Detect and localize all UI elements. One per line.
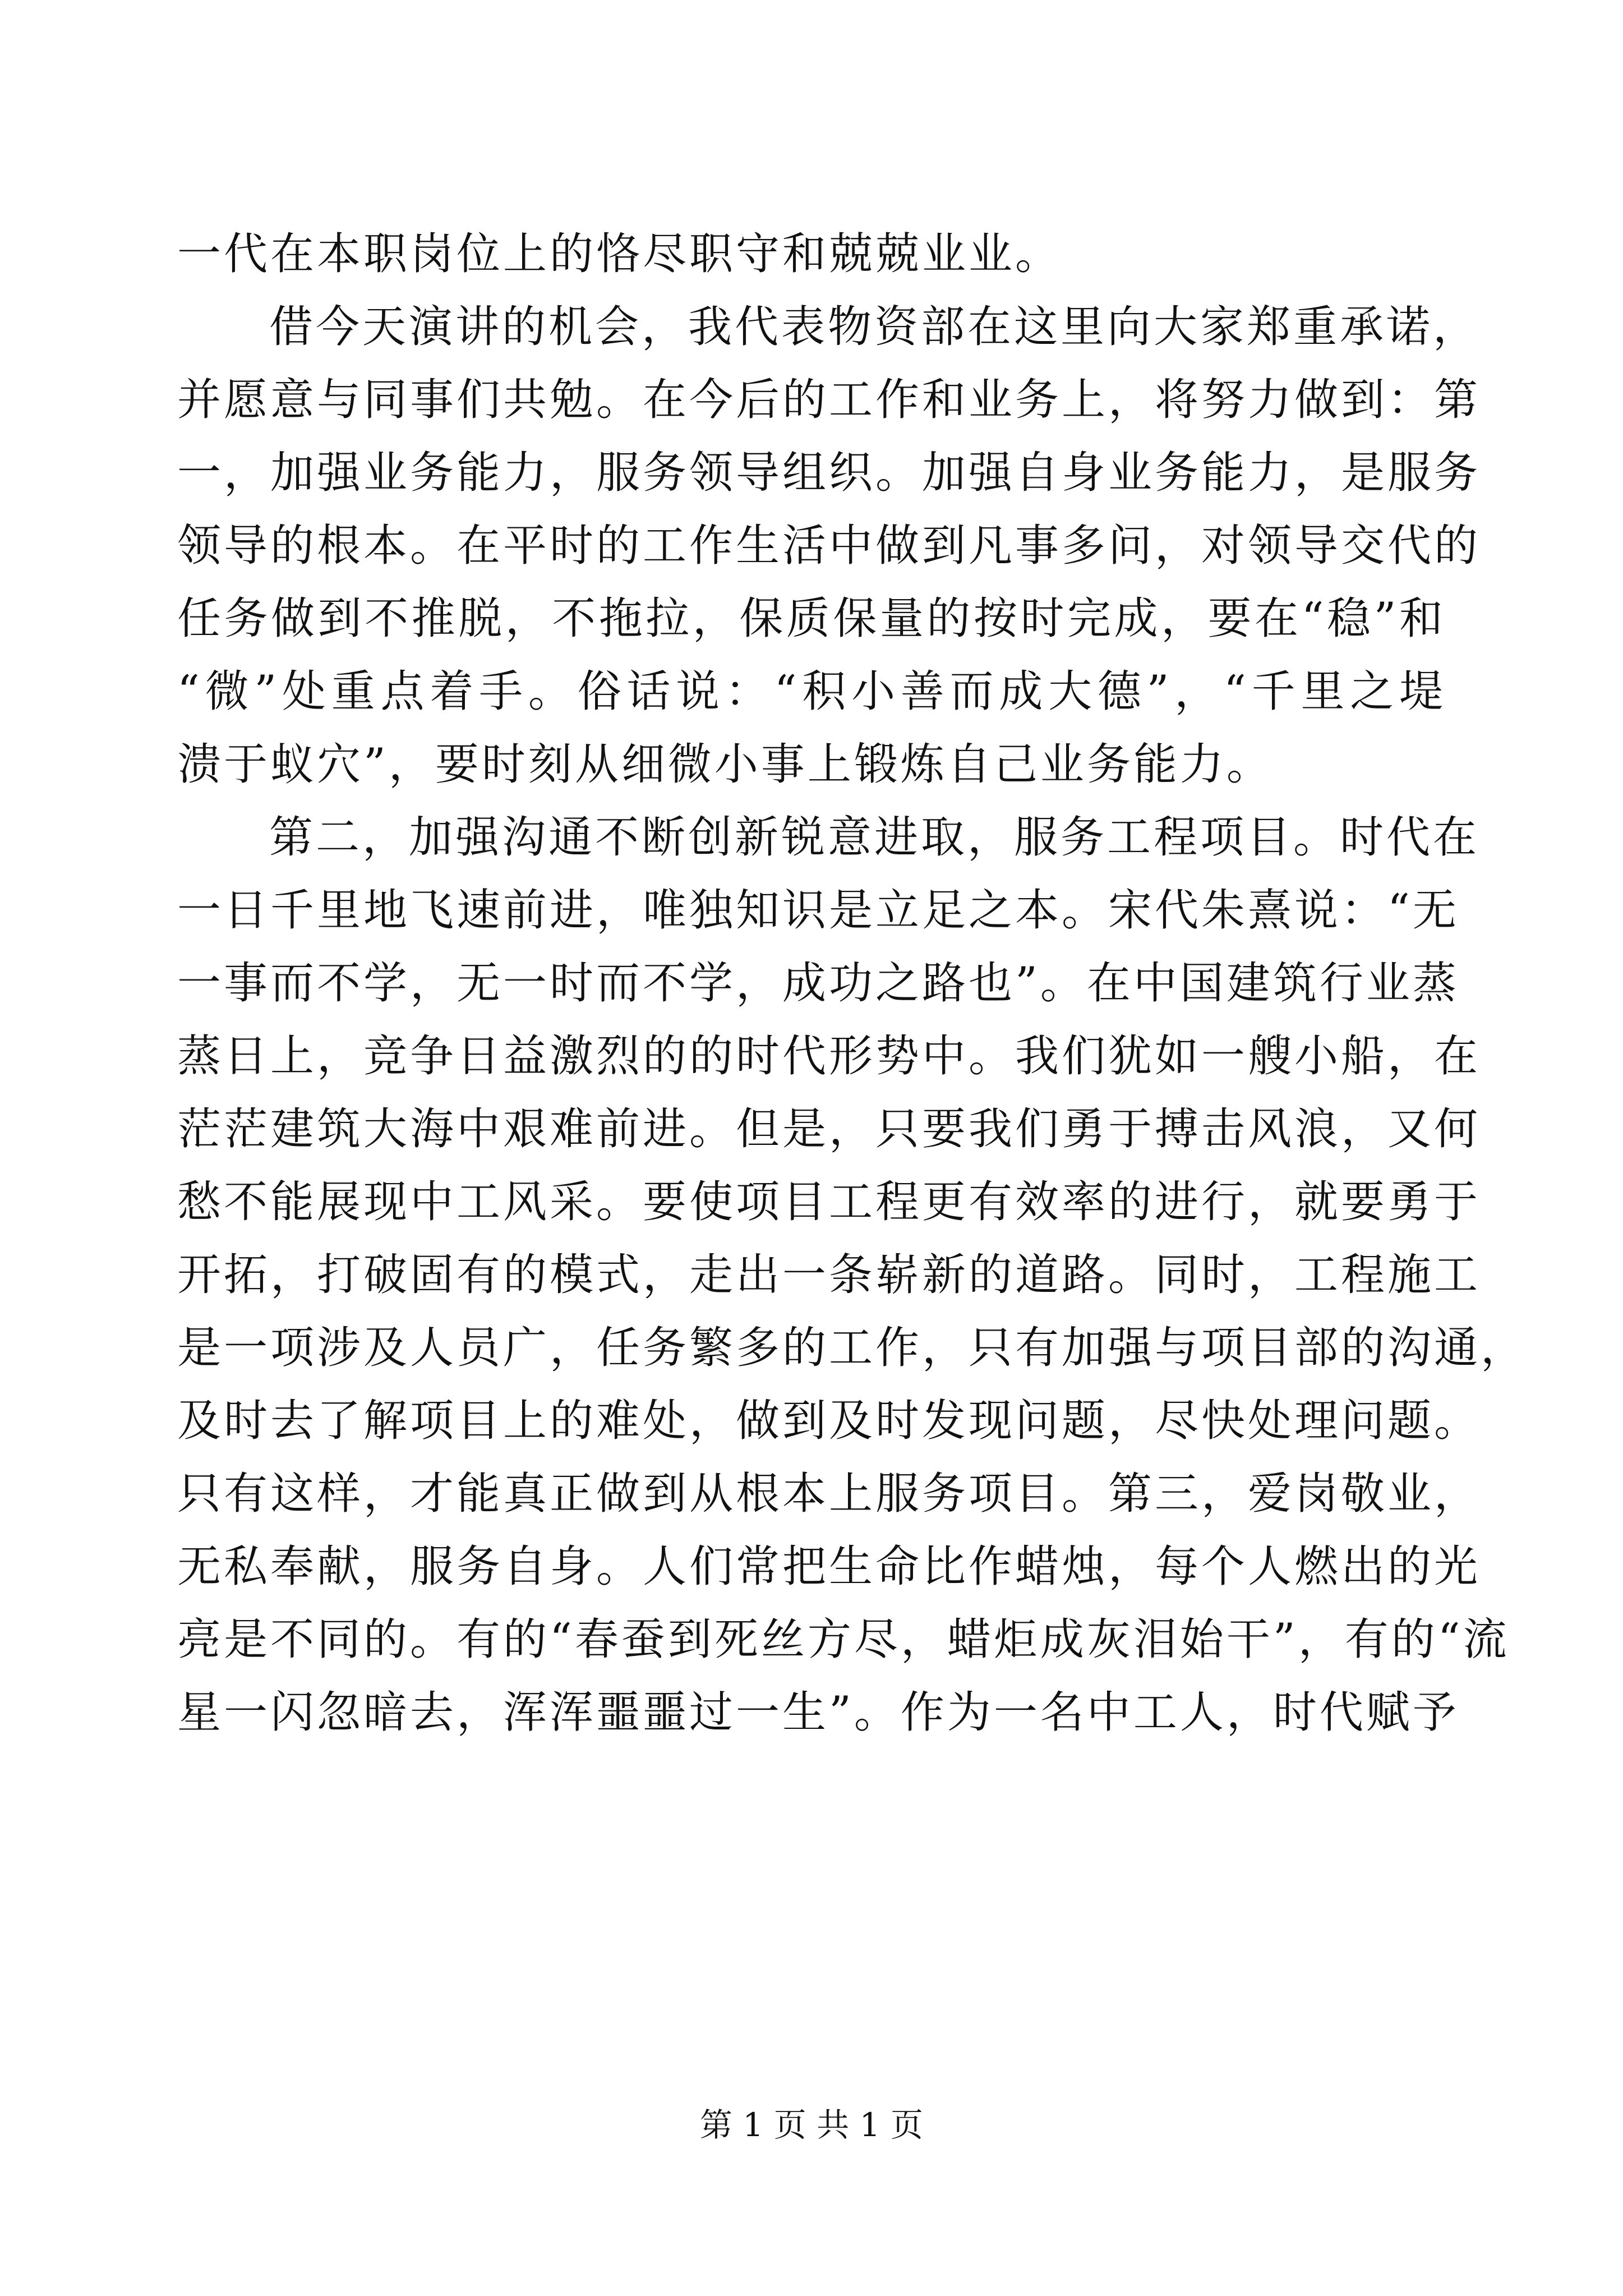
text-line: 借今天演讲的机会，我代表物资部在这里向大家郑重承诺， <box>269 302 1480 352</box>
text-line: 亮是不同的。有的“春蚕到死丝方尽，蜡炬成灰泪始干”，有的“流 <box>177 1614 1510 1665</box>
text-line: 任务做到不推脱，不拖拉，保质保量的按时完成，要在“稳”和 <box>177 593 1446 644</box>
text-line: 一事而不学，无一时而不学，成功之路也”。在中国建筑行业蒸 <box>177 958 1459 1009</box>
text-line: 星一闪忽暗去，浑浑噩噩过一生”。作为一名中工人，时代赋予 <box>177 1687 1459 1738</box>
text-line: 及时去了解项目上的难处，做到及时发现问题，尽快处理问题。 <box>177 1396 1481 1446</box>
text-line: 开拓，打破固有的模式，走出一条崭新的道路。同时，工程施工 <box>177 1250 1481 1300</box>
text-line: 第二，加强沟通不断创新锐意进取，服务工程项目。时代在 <box>269 812 1480 863</box>
text-line: 溃于蚁穴”，要时刻从细微小事上锻炼自己业务能力。 <box>177 739 1273 790</box>
page-number-footer: 第 1 页 共 1 页 <box>700 2106 923 2144</box>
text-line: 是一项涉及人员广，任务繁多的工作，只有加强与项目部的沟通， <box>177 1323 1528 1373</box>
text-line: 只有这样，才能真正做到从根本上服务项目。第三，爱岗敬业， <box>177 1469 1481 1519</box>
text-line: 一，加强业务能力，服务领导组织。加强自身业务能力，是服务 <box>177 448 1481 498</box>
text-line: 一日千里地飞速前进，唯独知识是立足之本。宋代朱熹说：“无 <box>177 885 1459 936</box>
body-text <box>177 218 1528 1749</box>
text-line: 蒸日上，竞争日益激烈的的时代形势中。我们犹如一艘小船，在 <box>177 1031 1481 1082</box>
text-line: 茫茫建筑大海中艰难前进。但是，只要我们勇于搏击风浪，又何 <box>177 1104 1481 1154</box>
text-line: 无私奉献，服务自身。人们常把生命比作蜡烛，每个人燃出的光 <box>177 1542 1481 1592</box>
text-line: 愁不能展现中工风采。要使项目工程更有效率的进行，就要勇于 <box>177 1177 1481 1227</box>
text-line: 并愿意与同事们共勉。在今后的工作和业务上，将努力做到：第 <box>177 375 1481 425</box>
text-line: 一代在本职岗位上的恪尽职守和兢兢业业。 <box>177 229 1062 279</box>
text-line: “微”处重点着手。俗话说：“积小善而成大德”，“千里之堤 <box>177 666 1446 717</box>
text-line: 领导的根本。在平时的工作生活中做到凡事多问，对领导交代的 <box>177 521 1481 571</box>
